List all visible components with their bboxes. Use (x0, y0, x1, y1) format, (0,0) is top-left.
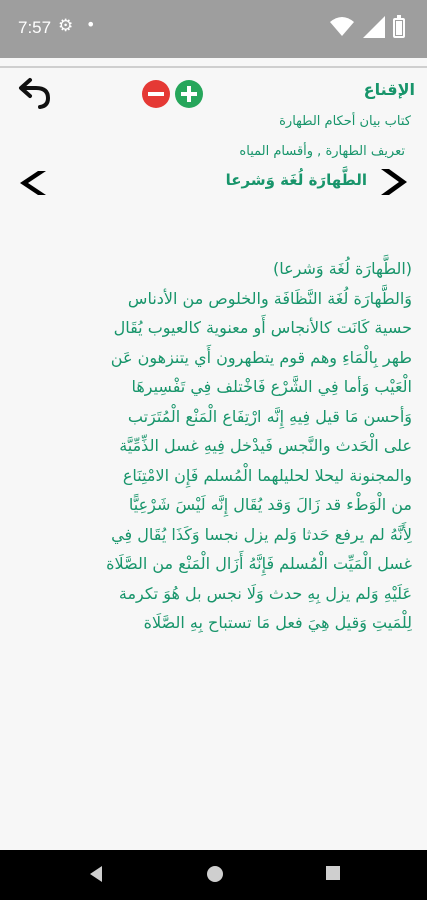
app-title: الإقناع (363, 80, 415, 99)
chapter-body (22, 254, 412, 638)
wifi-icon (329, 14, 355, 40)
book-title: كتاب بيان أحكام الطهارة (279, 114, 411, 129)
body-line: حسية كَانَت كالأنجاس أَو معنوية كالعيوب يُقَال (113, 318, 412, 337)
body-line: الْعَيْب وَأما فِي الشَّرْع فَاخْتلف فِي تَفْسِيرهَا (131, 377, 412, 396)
body-line: من الْوَطْء قد زَالَ وَقد يُقَال إِنَّه لَيْسَ شَرْعِيًّا (128, 495, 412, 514)
nav-back-icon[interactable] (90, 866, 102, 882)
previous-chevron-icon[interactable] (18, 168, 50, 198)
header-divider (0, 66, 427, 68)
status-time: 7:57 (18, 18, 52, 37)
body-line: طهر بِالْمَاءِ وهم قوم يتطهرون أَي يتنزهون عَن (110, 347, 412, 367)
zoom-out-icon[interactable] (142, 80, 170, 108)
body-line: عَلَيْهِ وَلم يزل بِهِ حدث وَلَا نجس بل هُوَ تكرمة (118, 583, 412, 603)
status-bar (0, 0, 427, 58)
battery-icon (393, 18, 405, 38)
nav-home-icon[interactable] (207, 866, 223, 882)
dot-icon: • (86, 15, 96, 34)
body-line: والمجنونة ليحلا لحليلهما الْمُسلم فَإِن الامْتِنَاع (122, 465, 412, 485)
nav-recent-icon[interactable] (326, 866, 340, 880)
next-chevron-icon[interactable] (377, 166, 409, 198)
body-line: لِأَنَّهُ لم يرفع حَدثا وَلم يزل نجسا وَكَذَا يُقَال فِي (111, 524, 412, 544)
body-line: وَالطَّهارَة لُغَة النَّظَافَة والخلوص من الأدناس (127, 288, 412, 308)
chapter-title: الطَّهارَة لُغَة وَشرعا (225, 171, 367, 189)
body-line: (الطَّهارَة لُغَة وَشرعا) (272, 259, 412, 278)
section-title: تعريف الطهارة , وأقسام المياه (239, 144, 405, 159)
zoom-in-icon[interactable] (175, 80, 203, 108)
body-line: غسل الْمَيِّت الْمُسلم فَإِنَّهُ أَزَال الْمَنْع من الصَّلَاة (106, 554, 412, 573)
body-line: وَأحسن مَا قيل فِيهِ إِنَّه ارْتِفَاع الْمَنْع الْمُتَرَتب (127, 406, 412, 426)
gear-icon: ⚙ (58, 16, 74, 36)
body-line: لِلْمَيتِ وَقيل هِيَ فعل مَا تستباح بِهِ الصَّلَاة (143, 613, 412, 632)
undo-arrow-icon[interactable] (18, 76, 52, 110)
body-line: على الْحَدث والنَّجس فَيدْخل فِيهِ غسل الذِّمِّيَّة (119, 436, 412, 455)
system-nav-bar (0, 850, 427, 900)
signal-icon (363, 16, 385, 38)
